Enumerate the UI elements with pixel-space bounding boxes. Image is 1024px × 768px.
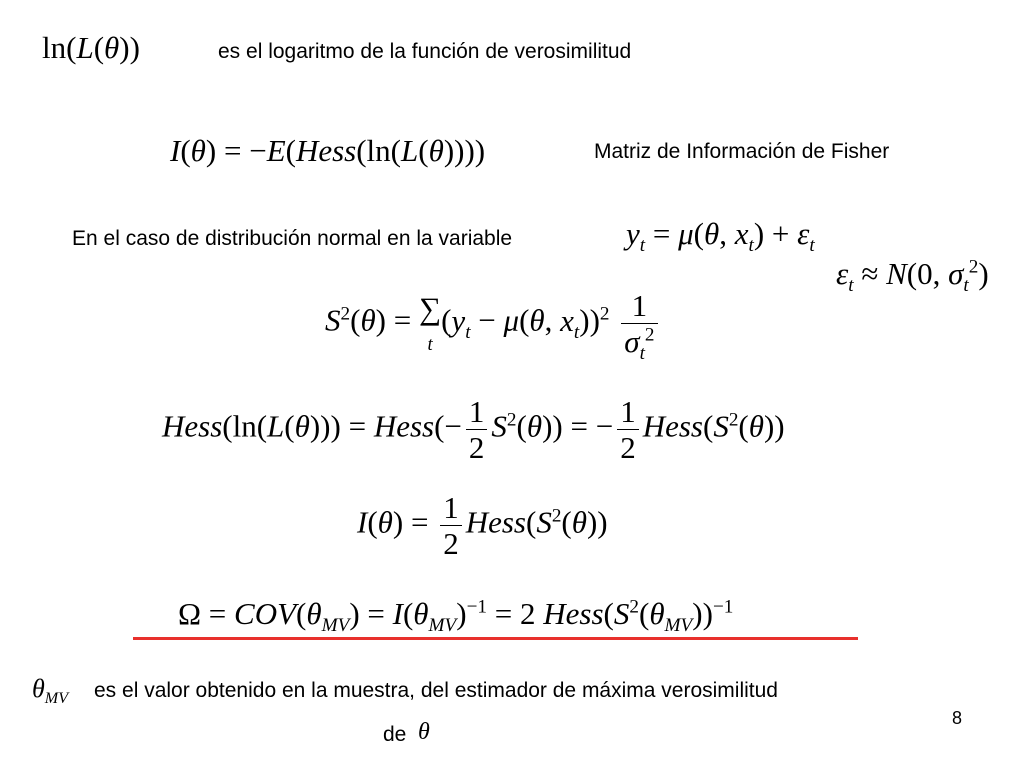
theta-symbol: θ [418,719,430,745]
hess-formula: Hess(ln(L(θ))) = Hess(− $\frac{1}{2}$ $S^2(\theta)$) = − $\frac{1}{2}$ $Hess(S^2(\theta))$ [162,394,785,465]
page-number: 8 [952,708,963,728]
normal-description: En el caso de distribución normal en la variable [72,227,513,250]
model-formula: $y_t = \mu(\theta$, $x_t) + \varepsilon_t$ [626,216,815,257]
loglik-formula: ln(L(θ)) [42,30,140,65]
fisher-formula: I(θ) = −E(Hess(ln(L(θ)))) [170,133,486,168]
error-formula: $\varepsilon_t \approx N(0$, $\sigma_t^2$) [836,256,989,297]
s2-formula: $S^2(\theta)$ = ∑ $t(y_t - \mu(\theta$, $x_t))^2$ $\frac{1}{\sigma_t^2}$ [325,290,662,357]
loglik-description: es el logaritmo de la función de verosimilitud [218,40,632,63]
theta-mv-symbol: $\theta_{MV}$ [32,674,69,708]
de-label: de [383,723,407,746]
omega-formula: $\Omega = COV(\theta_{MV}) = I(\theta_{MV})^{-1} = 2$ $Hess(S^2(\theta_{MV}))^{-1}$ [178,596,734,637]
fisher-description: Matriz de Información de Fisher [594,140,890,163]
info-formula: I(θ) = $\frac{1}{2}$ $Hess(S^2(\theta))$ [357,490,608,561]
theta-mv-description: es el valor obtenido en la muestra, del estimador de máxima verosimilitud [94,679,778,702]
red-underline [133,637,858,640]
